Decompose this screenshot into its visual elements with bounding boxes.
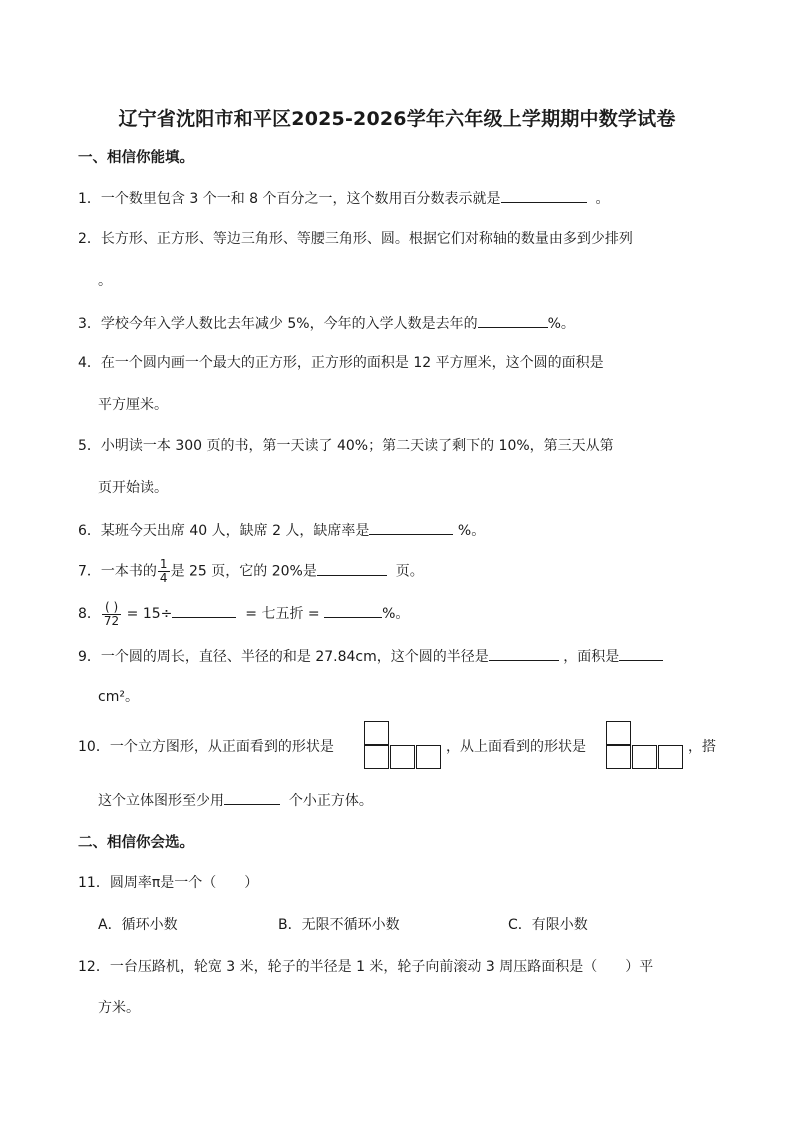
- question-8: [78, 598, 409, 630]
- question-2-continuation: 。: [98, 273, 112, 289]
- question-8-mid1: = 15÷: [126, 606, 173, 622]
- question-7-tail: 页。: [395, 563, 424, 580]
- answer-blank[interactable]: [619, 645, 663, 661]
- fraction-denominator: 4: [159, 571, 168, 585]
- question-3-text: 3．学校今年入学人数比去年减少 5%，今年的入学人数是去年的: [78, 316, 478, 332]
- fraction-numerator: 1: [159, 557, 168, 571]
- question-5: [78, 436, 614, 456]
- question-1: [78, 187, 609, 209]
- front-view-cube: [364, 745, 389, 769]
- section-2-heading: 二、相信你会选。: [78, 835, 194, 851]
- question-8-pre: 8．: [78, 606, 101, 622]
- question-6-text: 6．某班今天出席 40 人，缺席 2 人，缺席率是: [78, 523, 370, 539]
- answer-blank[interactable]: [324, 602, 382, 618]
- question-10: [78, 737, 334, 757]
- option-a[interactable]: A．循环小数: [98, 917, 178, 933]
- question-4: [78, 353, 604, 373]
- question-10-cont-tail: 个小正方体。: [288, 793, 373, 809]
- top-view-cube: [632, 745, 657, 769]
- option-c[interactable]: C．有限小数: [508, 917, 588, 933]
- question-8-mid2: = 七五折 =: [245, 606, 320, 622]
- question-2-text: 2．长方形、正方形、等边三角形、等腰三角形、圆。根据它们对称轴的数量由多到少排列: [78, 231, 633, 247]
- question-9-continuation: cm²。: [98, 689, 139, 705]
- question-10-pre: 10．一个立方图形，从正面看到的形状是: [78, 739, 334, 755]
- question-4-text: 4．在一个圆内画一个最大的正方形，正方形的面积是 12 平方厘米，这个圆的面积是: [78, 355, 604, 371]
- question-9-text: 9．一个圆的周长，直径、半径的和是 27.84cm，这个圆的半径是: [78, 649, 489, 665]
- question-3-tail: %。: [547, 316, 575, 332]
- question-7-pre: 7．一本书的: [78, 563, 157, 580]
- front-view-cube: [416, 745, 441, 769]
- answer-blank[interactable]: [478, 312, 548, 328]
- question-7-mid: 是 25 页，它的 20%是: [170, 563, 317, 580]
- front-view-cube: [390, 745, 415, 769]
- question-10-tail: ，搭: [688, 739, 716, 755]
- question-4-continuation: 平方厘米。: [98, 397, 168, 413]
- question-10-cont-pre: 这个立体图形至少用: [98, 793, 224, 809]
- question-9-mid: ，面积是: [563, 649, 620, 665]
- top-view-cube: [658, 745, 683, 769]
- question-12: [78, 957, 653, 977]
- question-10-mid: ，从上面看到的形状是: [446, 739, 586, 755]
- answer-blank[interactable]: [317, 560, 387, 576]
- question-1-tail: 。: [595, 191, 610, 207]
- question-5-continuation: 页开始读。: [98, 480, 168, 496]
- answer-blank[interactable]: [489, 645, 559, 661]
- answer-blank[interactable]: [172, 602, 236, 618]
- question-12-continuation: 方米。: [98, 1000, 140, 1016]
- question-6: [78, 519, 485, 541]
- section-1-heading: 一、相信你能填。: [78, 150, 194, 166]
- fraction-one-quarter: [158, 558, 170, 585]
- option-b[interactable]: B．无限不循环小数: [278, 917, 400, 933]
- question-1-text: 1．一个数里包含 3 个一和 8 个百分之一，这个数用百分数表示就是: [78, 191, 501, 207]
- fraction-blank-over-72: [102, 601, 121, 628]
- fraction-denominator: 72: [103, 613, 120, 628]
- question-2: [78, 229, 633, 249]
- question-12-text: 12．一台压路机，轮宽 3 米，轮子的半径是 1 米，轮子向前滚动 3 周压路面积是（ ）平: [78, 959, 654, 975]
- question-5-text: 5．小明读一本 300 页的书，第一天读了 40%；第二天读了剩下的 10%，第三天从第: [78, 438, 614, 454]
- question-11-text: 11．圆周率π是一个（ ）: [78, 875, 259, 891]
- question-7: [78, 558, 424, 585]
- answer-blank[interactable]: [501, 187, 587, 203]
- answer-blank[interactable]: [224, 789, 280, 805]
- fraction-numerator: ( ): [102, 601, 121, 615]
- question-10-continuation: [98, 789, 373, 811]
- question-3: [78, 312, 575, 334]
- question-9: [78, 645, 663, 667]
- top-view-cube: [606, 745, 631, 769]
- top-view-cube: [606, 721, 631, 745]
- answer-blank[interactable]: [369, 519, 453, 535]
- question-8-tail: %。: [382, 606, 410, 622]
- page-title: 辽宁省沈阳市和平区2025-2026学年六年级上学期期中数学试卷: [118, 108, 676, 130]
- question-11: [78, 873, 258, 893]
- top-view-figure: [606, 721, 686, 773]
- question-6-tail: %。: [457, 523, 486, 539]
- front-view-cube: [364, 721, 389, 745]
- front-view-figure: [364, 721, 444, 773]
